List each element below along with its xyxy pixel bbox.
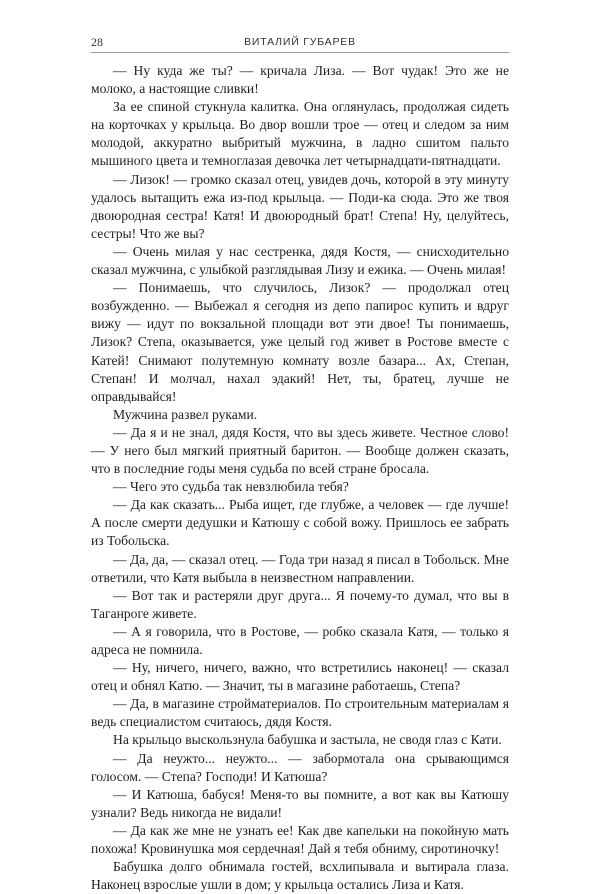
paragraph: За ее спиной стукнула калитка. Она оглянулась, продолжая сидеть на корточках у крыльца. Во двор вошли трое — отец и следом за ним молодой, аккуратно выбритый мужчина, в ладно сшитом пальто мышиного цвета и темноглазая девочка лет четырнадцати-пятнадцати. [91,99,509,169]
paragraph: — А я говорила, что в Ростове, — робко сказала Катя, — только я адреса не помнила. [91,623,509,657]
paragraph: — Ну куда же ты? — кричала Лиза. — Вот чудак! Это же не молоко, а настоящие сливки! [91,63,509,97]
paragraph: — Очень милая у нас сестренка, дядя Костя, — снисходительно сказал мужчина, с улыбкой разглядывая Лизу и ежика. — Очень милая! [91,243,509,278]
paragraph: — Да я и не знал, дядя Костя, что вы здесь живете. Честное слово! — У него был мягкий приятный баритон. — Вообще должен сказать, что в последние годы меня судьба по всей стране бросала. [91,424,509,477]
paragraph: — И Катюша, бабуся! Меня-то вы помните, а вот как вы Катюшу узнали? Ведь никогда не видали! [91,786,509,820]
paragraph: — Да, да, — сказал отец. — Года три назад я писал в Тобольск. Мне ответили, что Катя выбыла в неизвестном направлении. [91,551,509,585]
running-head-author: ВИТАЛИЙ ГУБАРЕВ [244,36,356,48]
text-body [91,62,509,894]
paragraph: На крыльцо выскользнула бабушка и застыла, не сводя глаз с Кати. [113,732,502,748]
paragraph: Мужчина развел руками. [113,406,258,422]
paragraph: — Понимаешь, что случилось, Лизок? — продолжал отец возбужденно. — Выбежал я сегодня из депо папирос купить и вдруг вижу — идут по вокзальной площади вот эти двое! Ты понимаешь, Лизок? Степа, оказывается, уже целый год живет в Ростове вместе с Катей! Снимают полутемную комнату возле базара... Ах, Степан, Степан! И молчал, нахал эдакий! Нет, ты, братец, лучше не оправдывайся! [91,280,509,404]
paragraph: — Да неужто... неужто... — забормотала она срывающимся голосом. — Степа? Господи! И Катюша? [91,750,509,784]
paragraph: — Чего это судьба так невзлюбила тебя? [113,479,349,495]
paragraph: — Лизок! — громко сказал отец, увидев дочь, которой в эту минуту удалось вытащить ежа из-под крыльца. — Поди-ка сюда. Это же твоя двоюродная сестра! Катя! И двоюродный брат! Степа! Ну, целуйтесь, сестры! Что же вы? [91,171,509,241]
paragraph: Бабушка долго обнимала гостей, всхлипывала и вытирала глаза. Наконец взрослые ушли в дом; у крыльца остались Лиза и Катя. [91,859,509,893]
paragraph: — Вот так и растеряли друг друга... Я почему-то думал, что вы в Таганроге живете. [91,587,509,621]
paragraph: — Да, в магазине стройматериалов. По строительным материалам я ведь специалистом считаюсь, дядя Костя. [91,696,509,730]
page-header [91,32,509,53]
page-number: 28 [91,35,103,49]
paragraph: — Ну, ничего, ничего, важно, что встретились наконец! — сказал отец и обнял Катю. — Значит, ты в магазине работаешь, Степа? [91,660,509,694]
paragraph: — Да как же мне не узнать ее! Как две капельки на покойную мать похожа! Кровинушка моя сердечная! Дай я тебя обниму, сиротиночку! [91,822,509,857]
paragraph: — Да как сказать... Рыба ищет, где глубже, а человек — где лучше! А после смерти дедушки и Катюшу с собой вожу. Пришлось ее забрать из Тобольска. [91,497,509,549]
